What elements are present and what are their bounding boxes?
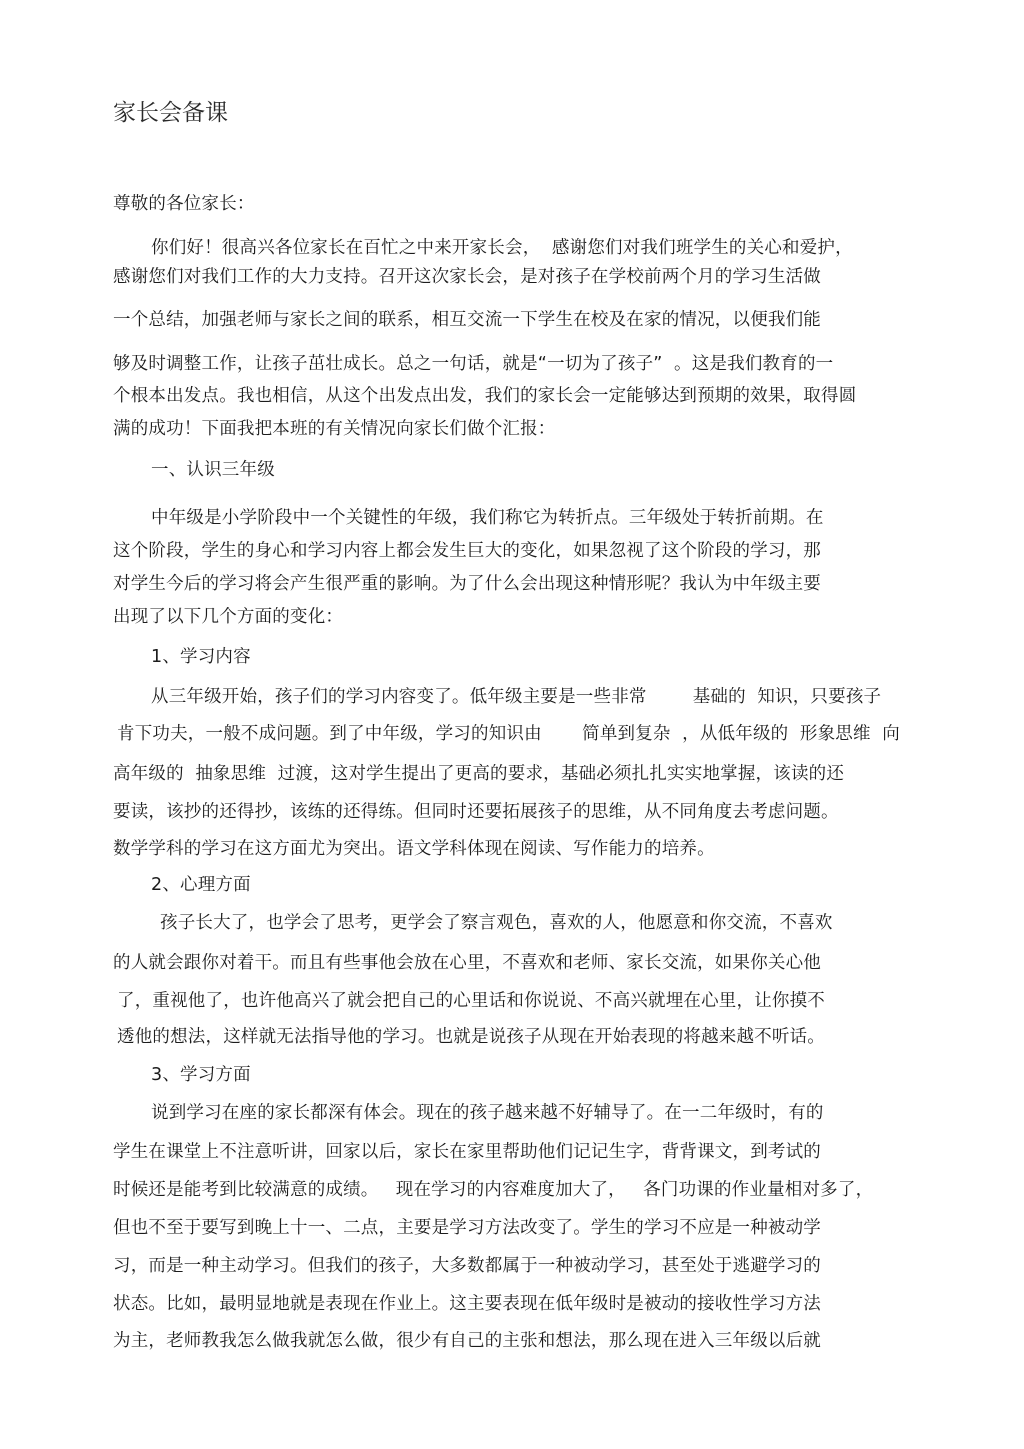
- paragraph-line: 的人就会跟你对着干。而且有些事他会放在心里，不喜欢和老师、家长交流，如果你关心他: [113, 953, 821, 973]
- paragraph-line: 出现了以下几个方面的变化：: [113, 607, 344, 627]
- paragraph-line: 说到学习在座的家长都深有体会。现在的孩子越来越不好辅导了。在一二年级时，有的: [151, 1103, 824, 1123]
- paragraph-line: 要读，该抄的还得抄，该练的还得练。但同时还要拓展孩子的思维，从不同角度去考虑问题。: [113, 802, 839, 822]
- paragraph-line: 习，而是一种主动学习。但我们的孩子，大多数都属于一种被动学习，甚至处于逃避学习的: [113, 1256, 821, 1276]
- paragraph-line: 感谢您们对我们工作的大力支持。召开这次家长会，是对孩子在学校前两个月的学习生活做: [113, 267, 821, 287]
- paragraph-line: 从三年级开始，孩子们的学习内容变了。低年级主要是一些非常 基础的 知识，只要孩子: [151, 687, 882, 707]
- salutation: 尊敬的各位家长：: [113, 194, 255, 214]
- paragraph-line: 了，重视他了，也许他高兴了就会把自己的心里话和你说说、不高兴就埋在心里，让你摸不: [117, 991, 825, 1011]
- paragraph-line: 个根本出发点。我也相信，从这个出发点出发，我们的家长会一定能够达到预期的效果，取得圆: [113, 386, 857, 406]
- paragraph-line: 这个阶段，学生的身心和学习内容上都会发生巨大的变化，如果忽视了这个阶段的学习，那: [113, 541, 821, 561]
- paragraph-line: 孩子长大了，也学会了思考，更学会了察言观色，喜欢的人，他愿意和你交流，不喜欢: [160, 913, 833, 933]
- section-heading: 一、认识三年级: [151, 460, 275, 480]
- paragraph-line: 一个总结，加强老师与家长之间的联系，相互交流一下学生在校及在家的情况，以便我们能: [113, 310, 821, 330]
- paragraph-line: 够及时调整工作，让孩子茁壮成长。总之一句话，就是“一切为了孩子” 。这是我们教育的一: [113, 354, 834, 374]
- paragraph-line: 时候还是能考到比较满意的成绩。 现在学习的内容难度加大了， 各门功课的作业量相对多了，: [113, 1180, 874, 1200]
- subsection-heading: 3、学习方面: [151, 1065, 251, 1085]
- paragraph-line: 但也不至于要写到晚上十一、二点，主要是学习方法改变了。学生的学习不应是一种被动学: [113, 1218, 821, 1238]
- paragraph-line: 状态。比如，最明显地就是表现在作业上。这主要表现在低年级时是被动的接收性学习方法: [113, 1294, 821, 1314]
- subsection-heading: 2、心理方面: [151, 875, 251, 895]
- paragraph-line: 肯下功夫，一般不成问题。到了中年级，学习的知识由 简单到复杂 ，从低年级的 形象思维 向: [117, 724, 900, 744]
- paragraph-line: 学生在课堂上不注意听讲，回家以后，家长在家里帮助他们记记生字，背背课文，到考试的: [113, 1142, 821, 1162]
- paragraph-line: 为主，老师教我怎么做我就怎么做，很少有自己的主张和想法，那么现在进入三年级以后就: [113, 1331, 821, 1351]
- paragraph-line: 对学生今后的学习将会产生很严重的影响。为了什么会出现这种情形呢？我认为中年级主要: [113, 574, 821, 594]
- paragraph-line: 满的成功！下面我把本班的有关情况向家长们做个汇报：: [113, 419, 556, 439]
- document-title: 家长会备课: [113, 100, 228, 126]
- paragraph-line: 中年级是小学阶段中一个关键性的年级，我们称它为转折点。三年级处于转折前期。在: [151, 508, 824, 528]
- paragraph-line: 高年级的 抽象思维 过渡，这对学生提出了更高的要求，基础必须扎扎实实地掌握，该读的还: [113, 764, 845, 784]
- paragraph-line: 你们好！很高兴各位家长在百忙之中来开家长会， 感谢您们对我们班学生的关心和爱护，: [151, 238, 853, 258]
- paragraph-line: 透他的想法，这样就无法指导他的学习。也就是说孩子从现在开始表现的将越来越不听话。: [117, 1027, 825, 1047]
- paragraph-line: 数学学科的学习在这方面尤为突出。语文学科体现在阅读、写作能力的培养。: [113, 839, 715, 859]
- subsection-heading: 1、学习内容: [151, 647, 251, 667]
